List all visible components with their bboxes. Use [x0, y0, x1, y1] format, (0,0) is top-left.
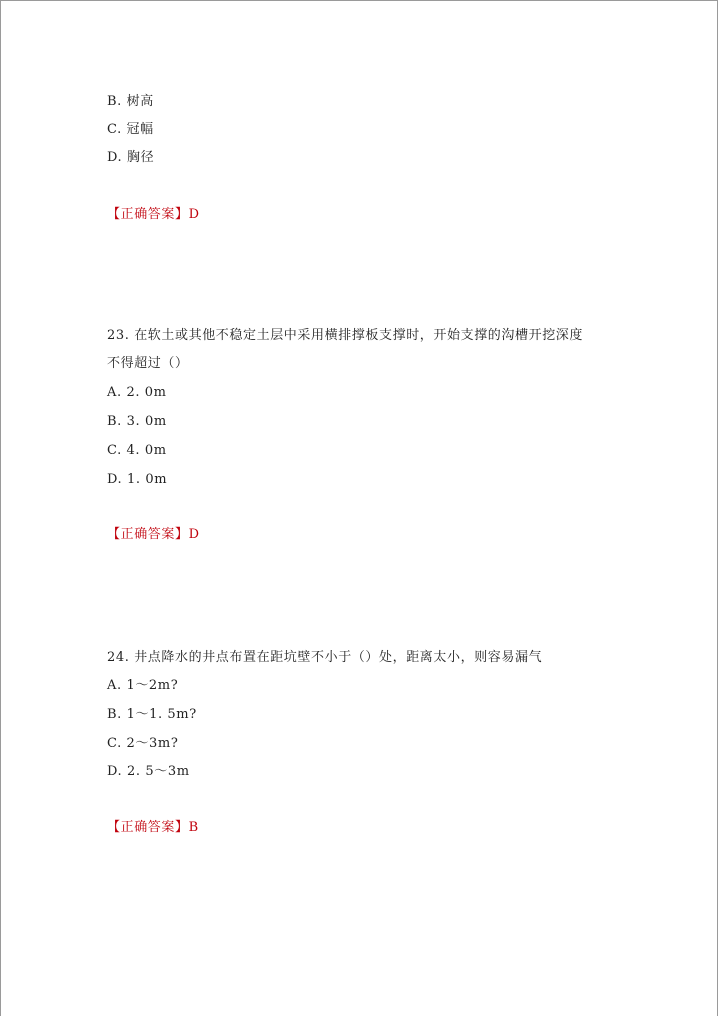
q23-option-c: C. 4. 0m [107, 443, 167, 458]
q23-answer-value: D [188, 527, 200, 542]
q22-answer-value: D [188, 207, 200, 222]
q22-option-b: B. 树高 [107, 94, 154, 109]
q23-answer-label: 【正确答案】 [107, 527, 189, 542]
q23-option-a: A. 2. 0m [107, 385, 167, 400]
q22-option-d: D. 胸径 [107, 150, 155, 165]
q24-option-d: D. 2. 5～3m [107, 764, 190, 779]
q24-option-a: A. 1～2m? [107, 678, 179, 693]
q24-option-b: B. 1～1. 5m? [107, 707, 197, 722]
q24-answer [107, 820, 199, 836]
q23-answer [107, 527, 200, 543]
q22-answer [107, 207, 200, 223]
q24-answer-value: B [188, 820, 199, 835]
q23-option-d: D. 1. 0m [107, 472, 168, 487]
q23-stem-line2: 不得超过（） [107, 356, 189, 371]
q22-option-c: C. 冠幅 [107, 122, 154, 137]
q22-answer-label: 【正确答案】 [107, 207, 189, 222]
q23-option-b: B. 3. 0m [107, 414, 167, 429]
q24-option-c: C. 2～3m? [107, 736, 179, 751]
q23-stem-line1: 23. 在软土或其他不稳定土层中采用横排撑板支撑时，开始支撑的沟槽开挖深度 [107, 328, 584, 343]
q24-answer-label: 【正确答案】 [107, 820, 189, 835]
q24-stem: 24. 井点降水的井点布置在距坑壁不小于（）处，距离太小，则容易漏气 [107, 650, 543, 665]
